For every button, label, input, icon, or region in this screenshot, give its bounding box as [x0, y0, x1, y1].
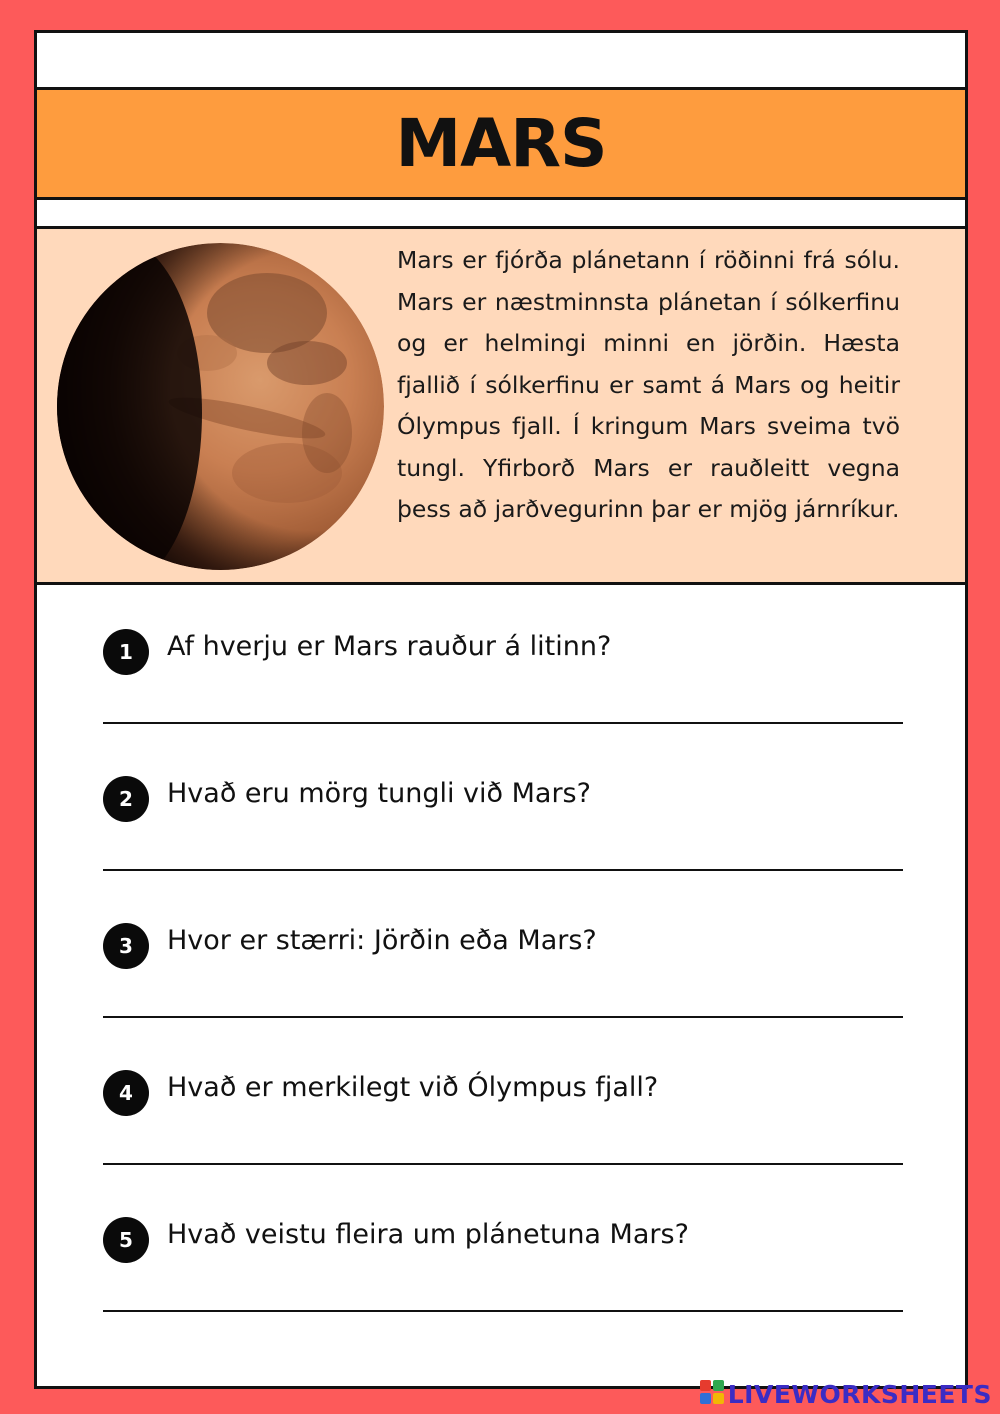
answer-line[interactable] — [103, 722, 903, 724]
answer-line[interactable] — [103, 1310, 903, 1312]
question-text: Hvor er stærri: Jörðin eða Mars? — [167, 925, 597, 956]
answer-line[interactable] — [103, 1163, 903, 1165]
question-text: Af hverju er Mars rauður á litinn? — [167, 631, 612, 662]
answer-line[interactable] — [103, 1016, 903, 1018]
question-2 — [103, 776, 903, 886]
question-text: Hvað veistu fleira um plánetuna Mars? — [167, 1219, 689, 1250]
question-number-badge: 4 — [103, 1070, 149, 1116]
question-3 — [103, 923, 903, 1033]
question-number-badge: 2 — [103, 776, 149, 822]
info-section — [37, 226, 965, 585]
question-number-badge: 5 — [103, 1217, 149, 1263]
question-text: Hvað eru mörg tungli við Mars? — [167, 778, 591, 809]
question-text: Hvað er merkilegt við Ólympus fjall? — [167, 1072, 659, 1103]
worksheet-page — [34, 30, 968, 1389]
liveworksheets-brand — [700, 1380, 992, 1408]
answer-line[interactable] — [103, 869, 903, 871]
question-number-badge: 1 — [103, 629, 149, 675]
question-5 — [103, 1217, 903, 1327]
mars-description: Mars er fjórða plánetann í röðinni frá sólu. Mars er næstminnsta plánetan í sólkerfinu og er helmingi minni en jörðin. Hæsta fjallið í sólkerfinu er samt á Mars og heitir Ólympus fjall. Í kringum Mars sveima tvö tungl. Yfirborð Mars er rauðleitt vegna þess að jarðvegurinn þar er mjög járnríkur. — [397, 246, 900, 523]
question-1 — [103, 629, 903, 739]
question-4 — [103, 1070, 903, 1180]
liveworksheets-logo-icon — [700, 1380, 724, 1408]
title-band — [37, 87, 965, 200]
mars-planet-image — [57, 243, 384, 570]
brand-name: LIVEWORKSHEETS — [727, 1379, 992, 1409]
question-number-badge: 3 — [103, 923, 149, 969]
worksheet-title: MARS — [395, 105, 607, 182]
